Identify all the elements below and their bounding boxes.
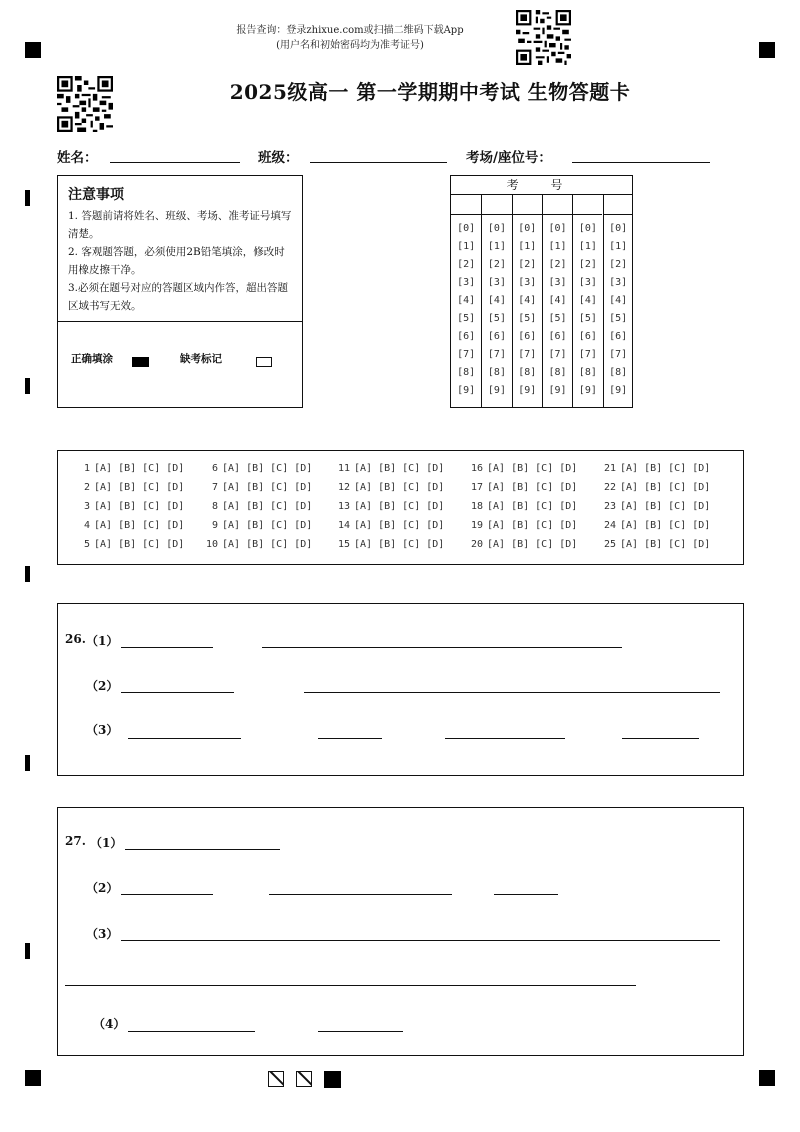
choice-options[interactable]: [A] [B] [C] [D] (222, 482, 313, 493)
q27-sub1-label: （1） (90, 836, 123, 850)
exam-number-digit-bubble[interactable]: [6] (487, 331, 506, 342)
choice-number: 23 (603, 501, 616, 512)
exam-number-digit-bubble[interactable]: [4] (487, 295, 506, 306)
choice-number: 24 (603, 520, 616, 531)
choice-item[interactable] (204, 539, 312, 550)
exam-number-write-cell[interactable] (482, 195, 511, 215)
exam-number-grid (450, 175, 633, 408)
exam-number-digit-bubble[interactable]: [2] (518, 259, 537, 270)
q26-sub2-blank[interactable] (304, 692, 720, 693)
q26-sub1-label: （1） (86, 634, 119, 648)
choice-options[interactable]: [A] [B] [C] [D] (94, 482, 185, 493)
q27-sub4-blank[interactable] (318, 1031, 403, 1032)
choice-number: 11 (337, 463, 350, 474)
corner-mark-top-left (25, 42, 41, 58)
choice-number: 4 (83, 520, 90, 531)
exam-number-digit-bubble[interactable]: [9] (487, 385, 506, 396)
choice-options[interactable]: [A] [B] [C] [D] (222, 539, 313, 550)
notes-box (57, 175, 303, 408)
choice-options[interactable]: [A] [B] [C] [D] (620, 482, 711, 493)
exam-number-digit-bubble[interactable]: [8] (548, 367, 567, 378)
q27-sub2-blank[interactable] (494, 894, 558, 895)
exam-number-digit-bubble[interactable]: [0] (457, 223, 476, 234)
exam-number-title: 考 号 (451, 176, 632, 195)
exam-number-digit-bubble[interactable]: [7] (457, 349, 476, 360)
corner-mark-top-right (759, 42, 775, 58)
choice-number: 18 (470, 501, 483, 512)
exam-number-digit-bubble[interactable]: [7] (609, 349, 628, 360)
choice-options[interactable]: [A] [B] [C] [D] (620, 501, 711, 512)
q26-sub1-blank[interactable] (121, 647, 213, 648)
exam-number-digit-bubble[interactable]: [7] (518, 349, 537, 360)
name-field[interactable] (110, 162, 240, 163)
page-code-slash-mark (296, 1071, 312, 1087)
exam-number-digit-bubble[interactable]: [3] (457, 277, 476, 288)
choice-item[interactable] (602, 482, 710, 493)
choice-options[interactable]: [A] [B] [C] [D] (620, 539, 711, 550)
exam-number-digit-bubble[interactable]: [0] (548, 223, 567, 234)
exam-number-digit-bubble[interactable]: [9] (609, 385, 628, 396)
exam-number-digit-bubble[interactable]: [0] (487, 223, 506, 234)
choice-options[interactable]: [A] [B] [C] [D] (222, 501, 313, 512)
side-mark (25, 566, 30, 582)
exam-number-write-cell[interactable] (513, 195, 542, 215)
notes-divider (58, 321, 302, 322)
exam-number-digit-bubble[interactable]: [9] (457, 385, 476, 396)
page-code-slash-mark (268, 1071, 284, 1087)
choice-item[interactable] (336, 463, 444, 474)
report-notice (200, 23, 500, 53)
class-field[interactable] (310, 162, 447, 163)
exam-number-column (542, 195, 572, 407)
choice-number: 19 (470, 520, 483, 531)
choice-item[interactable] (602, 520, 710, 531)
choice-number: 13 (337, 501, 350, 512)
seat-label: 考场/座位号： (466, 150, 552, 166)
exam-number-digit-bubble[interactable]: [1] (578, 241, 597, 252)
exam-number-digit-bubble[interactable]: [1] (518, 241, 537, 252)
choice-number: 1 (83, 463, 90, 474)
exam-number-column (603, 195, 633, 407)
notes-item: 1. 答题前请将姓名、班级、考场、准考证号填写清楚。 (68, 210, 292, 240)
exam-number-digit-bubble[interactable]: [6] (518, 331, 537, 342)
exam-number-column (512, 195, 542, 407)
exam-number-write-cell[interactable] (543, 195, 572, 215)
exam-number-column (451, 195, 481, 407)
exam-number-digit-bubble[interactable]: [1] (457, 241, 476, 252)
choice-options[interactable]: [A] [B] [C] [D] (354, 501, 445, 512)
choice-options[interactable]: [A] [B] [C] [D] (620, 520, 711, 531)
choice-item[interactable] (469, 520, 577, 531)
exam-number-write-cell[interactable] (604, 195, 633, 215)
qr-code-icon (516, 10, 571, 65)
exam-number-digit-bubble[interactable]: [2] (457, 259, 476, 270)
exam-number-digit-bubble[interactable]: [6] (578, 331, 597, 342)
q27-sub4-blank[interactable] (128, 1031, 255, 1032)
side-mark (25, 378, 30, 394)
name-label: 姓名： (57, 150, 98, 166)
choice-item[interactable] (76, 520, 184, 531)
side-mark (25, 943, 30, 959)
exam-number-digit-bubble[interactable]: [5] (487, 313, 506, 324)
q27-sub3-label: （3） (86, 927, 119, 941)
choice-options[interactable]: [A] [B] [C] [D] (94, 539, 185, 550)
choice-options[interactable]: [A] [B] [C] [D] (222, 520, 313, 531)
q27-sub2-blank[interactable] (269, 894, 452, 895)
notes-item: 2. 客观题答题，必须使用2B铅笔填涂，修改时用橡皮擦干净。 (68, 246, 285, 276)
choice-number: 22 (603, 482, 616, 493)
choice-number: 3 (83, 501, 90, 512)
choice-options[interactable]: [A] [B] [C] [D] (354, 539, 445, 550)
page-title: 2025级高一 第一学期期中考试 生物答题卡 (229, 80, 631, 104)
choice-item[interactable] (602, 501, 710, 512)
q26-sub2-label: （2） (86, 679, 119, 693)
choice-item[interactable] (204, 482, 312, 493)
exam-number-digit-bubble[interactable]: [5] (548, 313, 567, 324)
exam-number-digit-bubble[interactable]: [5] (518, 313, 537, 324)
q27-sub3-blank[interactable] (121, 940, 720, 941)
exam-number-digit-bubble[interactable]: [1] (609, 241, 628, 252)
exam-number-digit-bubble[interactable]: [7] (487, 349, 506, 360)
choice-options[interactable]: [A] [B] [C] [D] (487, 520, 578, 531)
absent-mark-checkbox[interactable] (256, 357, 272, 367)
choice-number: 9 (211, 520, 218, 531)
exam-number-digit-bubble[interactable]: [3] (487, 277, 506, 288)
exam-number-digit-bubble[interactable]: [8] (609, 367, 628, 378)
exam-number-digit-bubble[interactable]: [4] (518, 295, 537, 306)
corner-mark-bottom-right (759, 1070, 775, 1086)
choice-options[interactable]: [A] [B] [C] [D] (487, 463, 578, 474)
notes-title: 注意事项 (68, 187, 124, 203)
choice-number: 16 (470, 463, 483, 474)
q27-sub2-blank[interactable] (121, 894, 213, 895)
side-mark (25, 755, 30, 771)
choice-options[interactable]: [A] [B] [C] [D] (354, 520, 445, 531)
choice-number: 5 (83, 539, 90, 550)
choice-number: 8 (211, 501, 218, 512)
q26-label: 26. (65, 632, 86, 646)
page-code-filled-mark (324, 1071, 341, 1088)
notes-item: 3.必须在题号对应的答题区域内作答，超出答题区域书写无效。 (68, 282, 289, 312)
choice-options[interactable]: [A] [B] [C] [D] (354, 482, 445, 493)
choice-item[interactable] (602, 539, 710, 550)
exam-number-digit-bubble[interactable]: [0] (609, 223, 628, 234)
choice-options[interactable]: [A] [B] [C] [D] (354, 463, 445, 474)
exam-number-digit-bubble[interactable]: [9] (578, 385, 597, 396)
exam-number-digit-bubble[interactable]: [6] (548, 331, 567, 342)
q26-answer-box (57, 603, 744, 776)
exam-number-digit-bubble[interactable]: [0] (518, 223, 537, 234)
q27-answer-box (57, 807, 744, 1056)
choice-options[interactable]: [A] [B] [C] [D] (620, 463, 711, 474)
choice-options[interactable]: [A] [B] [C] [D] (94, 501, 185, 512)
class-label: 班级： (258, 150, 299, 166)
exam-number-digit-bubble[interactable]: [2] (609, 259, 628, 270)
choice-item[interactable] (76, 501, 184, 512)
choice-item[interactable] (469, 501, 577, 512)
exam-number-digit-bubble[interactable]: [7] (548, 349, 567, 360)
correct-fill-example (132, 357, 149, 367)
choice-options[interactable]: [A] [B] [C] [D] (94, 463, 185, 474)
q27-sub1-blank[interactable] (125, 849, 280, 850)
choice-number: 17 (470, 482, 483, 493)
exam-number-digit-bubble[interactable]: [2] (548, 259, 567, 270)
q27-sub4-label: （4） (93, 1017, 126, 1031)
exam-number-write-cell[interactable] (573, 195, 602, 215)
exam-number-column (481, 195, 511, 407)
exam-number-digit-bubble[interactable]: [3] (578, 277, 597, 288)
choice-item[interactable] (204, 520, 312, 531)
choice-item[interactable] (76, 482, 184, 493)
exam-number-column (572, 195, 602, 407)
seat-field[interactable] (572, 162, 710, 163)
exam-number-digit-bubble[interactable]: [7] (578, 349, 597, 360)
exam-number-digit-bubble[interactable]: [2] (578, 259, 597, 270)
choice-item[interactable] (204, 501, 312, 512)
q27-sub2-label: （2） (86, 881, 119, 895)
report-line-1: 报告查询：登录zhixue.com或扫描二维码下载App (236, 25, 464, 36)
choice-item[interactable] (469, 463, 577, 474)
exam-number-digit-bubble[interactable]: [8] (487, 367, 506, 378)
exam-number-digit-bubble[interactable]: [8] (578, 367, 597, 378)
exam-number-digit-bubble[interactable]: [6] (457, 331, 476, 342)
q27-sub3-blank[interactable] (65, 985, 636, 986)
choice-options[interactable]: [A] [B] [C] [D] (222, 463, 313, 474)
choice-number: 6 (211, 463, 218, 474)
choice-number: 25 (603, 539, 616, 550)
choice-number: 21 (603, 463, 616, 474)
choice-number: 7 (211, 482, 218, 493)
exam-number-digit-bubble[interactable]: [4] (548, 295, 567, 306)
exam-number-digit-bubble[interactable]: [9] (548, 385, 567, 396)
choice-item[interactable] (469, 539, 577, 550)
q26-sub2-blank[interactable] (121, 692, 234, 693)
choice-number: 2 (83, 482, 90, 493)
choice-options[interactable]: [A] [B] [C] [D] (487, 539, 578, 550)
exam-number-digit-bubble[interactable]: [3] (548, 277, 567, 288)
q27-label: 27. (65, 834, 86, 848)
exam-number-digit-bubble[interactable]: [4] (578, 295, 597, 306)
exam-number-digit-bubble[interactable]: [6] (609, 331, 628, 342)
correct-fill-label: 正确填涂 (71, 353, 113, 365)
choice-item[interactable] (76, 463, 184, 474)
q26-sub3-label: （3） (86, 723, 119, 737)
choice-item[interactable] (469, 482, 577, 493)
choice-number: 10 (205, 539, 218, 550)
choice-number: 12 (337, 482, 350, 493)
q26-sub3-blank[interactable] (445, 738, 565, 739)
exam-number-digit-bubble[interactable]: [2] (487, 259, 506, 270)
exam-number-digit-bubble[interactable]: [5] (578, 313, 597, 324)
choice-item[interactable] (336, 501, 444, 512)
q26-sub3-blank[interactable] (318, 738, 382, 739)
exam-number-digit-bubble[interactable]: [8] (518, 367, 537, 378)
choice-item[interactable] (336, 539, 444, 550)
choice-options[interactable]: [A] [B] [C] [D] (487, 501, 578, 512)
choice-item[interactable] (602, 463, 710, 474)
exam-number-digit-bubble[interactable]: [0] (578, 223, 597, 234)
choice-options[interactable]: [A] [B] [C] [D] (94, 520, 185, 531)
exam-number-digit-bubble[interactable]: [1] (487, 241, 506, 252)
exam-number-digit-bubble[interactable]: [5] (609, 313, 628, 324)
choice-number: 20 (470, 539, 483, 550)
exam-number-digit-bubble[interactable]: [4] (457, 295, 476, 306)
q26-sub1-blank[interactable] (262, 647, 622, 648)
choice-number: 15 (337, 539, 350, 550)
exam-number-digit-bubble[interactable]: [3] (609, 277, 628, 288)
choice-item[interactable] (76, 539, 184, 550)
exam-number-write-cell[interactable] (451, 195, 481, 215)
q26-sub3-blank[interactable] (622, 738, 699, 739)
choice-options[interactable]: [A] [B] [C] [D] (487, 482, 578, 493)
exam-number-digit-bubble[interactable]: [3] (518, 277, 537, 288)
report-line-2: (用户名和初始密码均为准考证号) (276, 40, 424, 51)
exam-number-digit-bubble[interactable]: [9] (518, 385, 537, 396)
choice-number: 14 (337, 520, 350, 531)
q26-sub3-blank[interactable] (128, 738, 241, 739)
absent-mark-label: 缺考标记 (180, 353, 222, 365)
exam-number-digit-bubble[interactable]: [4] (609, 295, 628, 306)
exam-number-digit-bubble[interactable]: [1] (548, 241, 567, 252)
multiple-choice-box (57, 450, 744, 565)
corner-mark-bottom-left (25, 1070, 41, 1086)
exam-number-digit-bubble[interactable]: [5] (457, 313, 476, 324)
choice-item[interactable] (336, 520, 444, 531)
exam-number-digit-bubble[interactable]: [8] (457, 367, 476, 378)
choice-item[interactable] (204, 463, 312, 474)
choice-item[interactable] (336, 482, 444, 493)
side-mark (25, 190, 30, 206)
